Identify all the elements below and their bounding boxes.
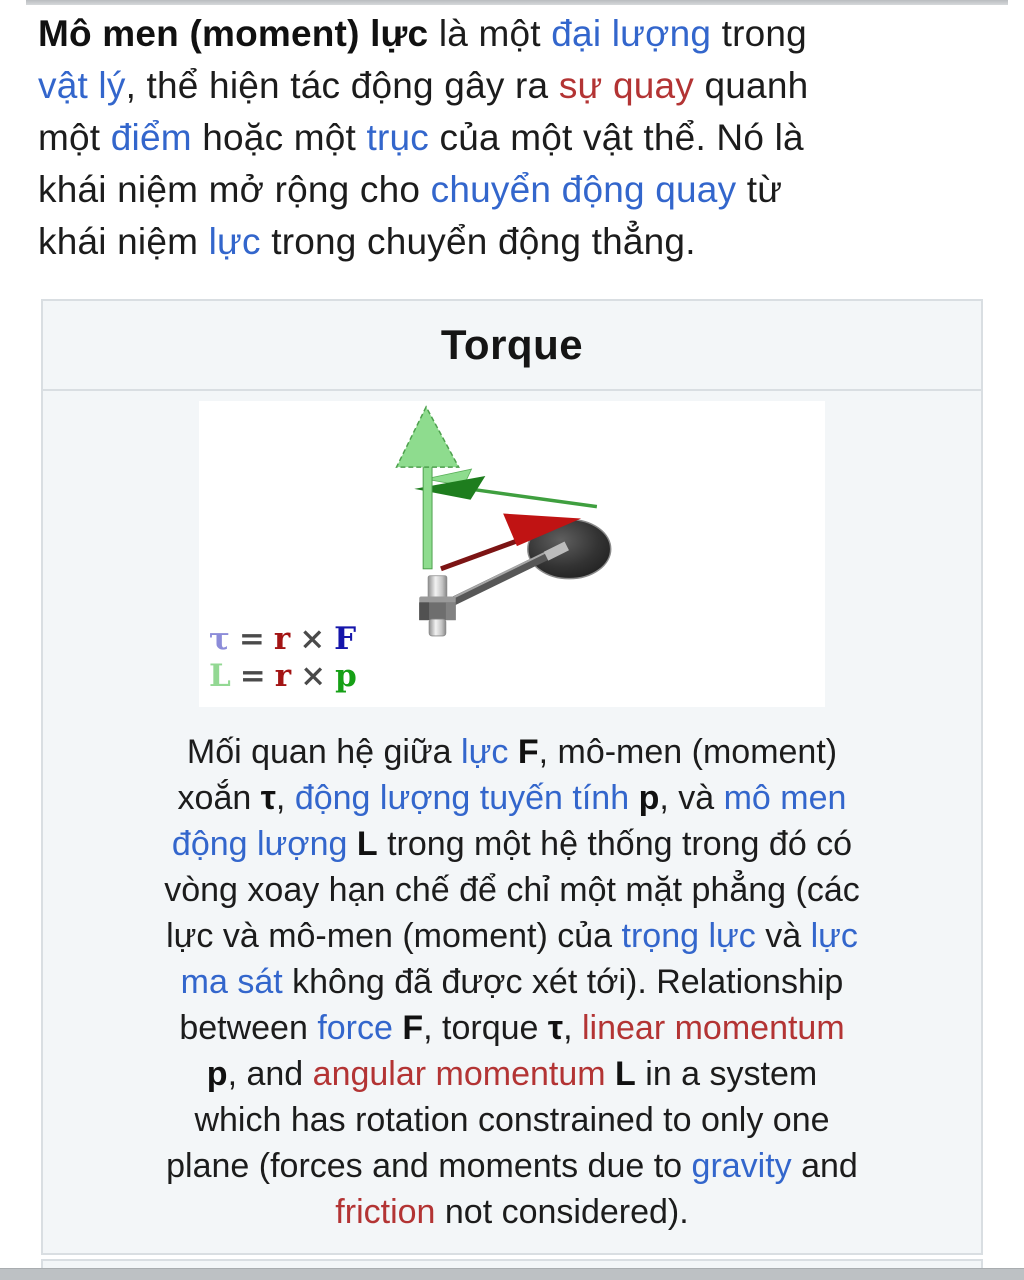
text-run: which has rotation constrained to only one [194,1101,830,1139]
text-run: F [402,1009,424,1047]
wiki-link[interactable]: động lượng [171,825,348,863]
text-run [347,825,356,863]
text-run: F [517,733,539,771]
figure-title: Torque [43,301,981,391]
equation-token: × [299,621,326,657]
text-run: L [356,825,378,863]
top-divider [26,0,1008,5]
pivot-nut-right-facet [446,602,456,620]
text-run: trong chuyển động thẳng. [260,221,696,262]
text-run [629,779,638,817]
torque-infobox [41,299,983,1255]
red-link[interactable]: sự quay [558,65,694,106]
equation-token: = [239,658,266,694]
text-run: và [755,917,811,955]
equation-token: τ [209,621,230,657]
wiki-link[interactable]: trọng lực [621,917,756,955]
text-run: τ [547,1009,564,1047]
wiki-link[interactable]: mô men [723,779,847,817]
pivot-nut-left-facet [419,602,429,620]
wiki-link[interactable]: lực [208,221,261,262]
angular-momentum-head [397,407,459,467]
text-run: quanh [694,65,809,106]
text-run: không đã được xét tới). Relationship [282,963,844,1001]
radius-arrow-line [441,539,522,569]
text-run: p [206,1055,228,1093]
red-link[interactable]: friction [335,1193,436,1231]
text-run: vòng xoay hạn chế để chỉ một mặt phẳng (các [164,871,860,909]
wiki-link[interactable]: động lượng tuyến tính [294,779,630,817]
text-run: trong [711,13,807,54]
wiki-link[interactable]: chuyển động quay [430,169,737,210]
text-run: , [275,779,295,817]
equation-token: L [209,658,231,694]
text-run: Mô men (moment) lực [38,13,429,54]
text-run [606,1055,615,1093]
text-run: khái niệm [38,221,209,262]
equation-token: p [335,658,357,694]
text-run: , [563,1009,582,1047]
equation-token: F [334,621,357,657]
text-run: plane (forces and moments due to [166,1147,692,1185]
equation-token: × [300,658,327,694]
text-run: là một [428,13,552,54]
wiki-link[interactable]: trục [366,117,430,158]
text-run: between [179,1009,318,1047]
momentum-arrow-line [475,490,596,507]
pivot-bolt-lower [429,619,446,636]
text-run: , and [227,1055,313,1093]
wiki-link[interactable]: đại lượng [551,13,712,54]
text-run: not considered). [435,1193,689,1231]
text-run: hoặc một [191,117,367,158]
wiki-link[interactable]: ma sát [180,963,283,1001]
text-run [393,1009,402,1047]
text-run: in a system [635,1055,818,1093]
torque-equations [209,621,366,695]
text-run: trong một hệ thống trong đó có [377,825,853,863]
angular-momentum-equation [209,658,366,695]
intro-paragraph [38,8,988,268]
torque-equation [209,621,366,658]
text-run: τ [260,779,276,817]
equation-token: r [273,621,291,657]
torque-image[interactable] [199,401,825,707]
bottom-bar [0,1268,1024,1280]
red-link[interactable]: linear momentum [582,1009,845,1047]
wiki-link[interactable]: điểm [110,117,192,158]
text-run: p [638,779,660,817]
lever-rod-highlight [454,548,555,597]
text-run: , torque [423,1009,548,1047]
pivot-nut-top [419,596,456,603]
text-run: lực và mô-men (moment) của [166,917,622,955]
figure-caption [43,715,981,1235]
wiki-link[interactable]: force [317,1009,393,1047]
text-run: , mô-men (moment) [538,733,838,771]
text-run: , và [659,779,724,817]
text-run: Mối quan hệ giữa [186,733,462,771]
text-run: and [791,1147,858,1185]
text-run: khái niệm mở rộng cho [38,169,431,210]
text-run: , thể hiện tác động gây ra [125,65,559,106]
angular-momentum-shaft [423,464,432,569]
equation-token: r [274,658,292,694]
wiki-link[interactable]: gravity [691,1147,792,1185]
rod-end-cap [550,548,562,554]
wiki-link[interactable]: lực [461,733,509,771]
figure-image-row [43,391,981,715]
text-run: từ [736,169,783,210]
equation-token: = [238,621,265,657]
text-run: xoắn [177,779,261,817]
text-run: của một vật thể. Nó là [429,117,804,158]
red-link[interactable]: angular momentum [312,1055,606,1093]
wiki-link[interactable]: lực [810,917,858,955]
text-run: L [615,1055,636,1093]
text-run: một [38,117,111,158]
text-run [508,733,517,771]
wiki-link[interactable]: vật lý [38,65,126,106]
